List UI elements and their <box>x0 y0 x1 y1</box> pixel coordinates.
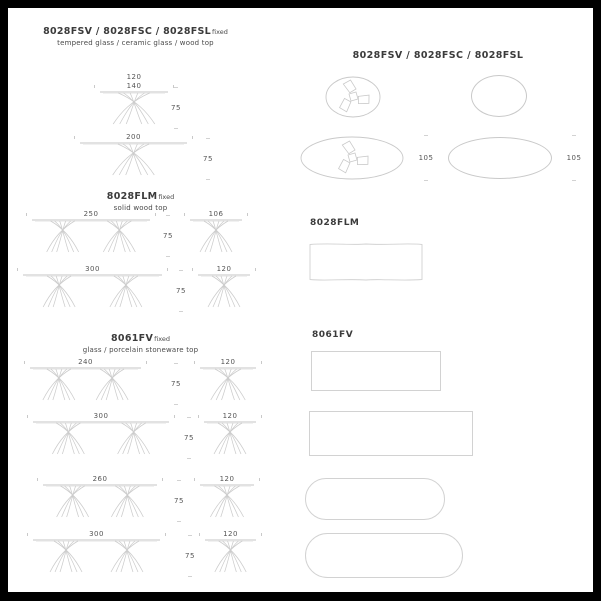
section-header-8061fv <box>33 326 248 354</box>
width-dimension: 300 <box>27 407 175 420</box>
width-dimension: 120 <box>198 407 262 420</box>
fixed-badge: fixed <box>158 193 175 201</box>
section-title: 8028FLMfixed <box>106 191 175 202</box>
height-dimension: 75 <box>181 417 197 459</box>
pedestal <box>115 486 143 517</box>
pedestal <box>115 541 143 572</box>
table-front-view <box>29 536 164 576</box>
width-dimension: 300 <box>17 260 168 273</box>
pedestal <box>215 541 242 572</box>
pedestal <box>215 369 245 400</box>
rect-top-view <box>311 351 441 391</box>
pedestal <box>114 276 142 307</box>
table-front-view <box>196 481 258 521</box>
table-front-view <box>26 364 145 404</box>
pedestal <box>43 369 71 400</box>
height-dimension: 75 <box>160 215 176 257</box>
width-dimension: 120 <box>192 260 256 273</box>
pedestal <box>50 541 78 572</box>
section-title: 8028FSV / 8028FSC / 8028FSLfixed <box>43 26 228 37</box>
pedestal <box>218 423 246 454</box>
diameter-dimension: 105 <box>566 135 582 181</box>
height-dimension: 75 <box>173 270 189 312</box>
table-front-view <box>28 216 154 256</box>
table-front-view <box>200 418 260 458</box>
pedestal <box>57 486 85 517</box>
pedestal <box>118 144 154 175</box>
fixed-badge: fixed <box>212 28 228 36</box>
pedestal <box>215 486 244 517</box>
section-subtitle: tempered glass / ceramic glass / wood top <box>57 39 214 47</box>
pedestal <box>43 276 71 307</box>
pedestal <box>211 369 241 400</box>
table-front-view <box>29 418 173 458</box>
pedestal <box>52 423 80 454</box>
diameter-dimension: 105 <box>418 135 434 181</box>
pedestal <box>113 144 149 175</box>
height-dimension: 75 <box>168 363 184 405</box>
pedestal <box>212 276 240 307</box>
stadium-top-view <box>305 478 445 520</box>
pedestal <box>111 486 139 517</box>
rect-top-view <box>309 411 473 456</box>
pedestal <box>96 369 124 400</box>
table-front-view <box>194 271 254 311</box>
pedestal <box>56 423 84 454</box>
spec-sheet <box>8 8 593 592</box>
width-dimension: 120 <box>194 470 260 483</box>
pedestal <box>47 369 75 400</box>
section-header-8028fs <box>28 19 243 47</box>
oval-top-view <box>299 135 405 181</box>
table-front-view <box>19 271 166 311</box>
width-dimension: 106 <box>184 205 248 218</box>
section-subtitle: solid wood top <box>113 204 168 212</box>
stadium-top-view <box>305 533 463 578</box>
width-dimension: 200 <box>74 128 193 141</box>
tabletop-outline <box>310 244 422 280</box>
pedestal <box>214 423 242 454</box>
pedestal <box>54 541 82 572</box>
height-dimension: 75 <box>168 87 184 129</box>
pedestal <box>100 369 128 400</box>
pedestal <box>204 221 232 252</box>
pedestal <box>51 221 79 252</box>
table-front-view <box>201 536 260 576</box>
pedestal <box>107 221 135 252</box>
round-top-view <box>324 75 382 119</box>
pedestal <box>113 93 149 124</box>
table-front-view <box>39 481 161 521</box>
pedestal <box>118 93 154 124</box>
width-dimension: 120 <box>194 353 262 366</box>
pedestal <box>110 276 138 307</box>
fixed-badge: fixed <box>154 335 170 343</box>
pedestal <box>47 221 75 252</box>
table-front-view <box>186 216 246 256</box>
width-dimension: 120 140 <box>94 68 174 90</box>
base-swirl-center <box>349 92 358 101</box>
section-title: 8061FVfixed <box>111 333 170 344</box>
oval-top-view <box>448 137 552 179</box>
label-8028flm: 8028FLM <box>310 218 360 228</box>
table-front-view <box>196 364 260 404</box>
oval-top-view <box>471 75 527 117</box>
right-column-title: 8028FSV / 8028FSC / 8028FSL <box>352 50 524 61</box>
wood-slab-top-view <box>309 242 423 282</box>
pedestal <box>111 541 139 572</box>
height-dimension: 75 <box>171 480 187 522</box>
pedestal <box>103 221 131 252</box>
pedestal <box>210 486 239 517</box>
base-swirl-center <box>348 153 357 162</box>
table-front-view <box>96 88 172 128</box>
pedestal <box>200 221 228 252</box>
pedestal <box>208 276 236 307</box>
width-dimension: 240 <box>24 353 147 366</box>
table-front-view <box>76 139 191 179</box>
pedestal <box>219 541 246 572</box>
height-dimension: 75 <box>200 138 216 180</box>
section-subtitle: glass / porcelain stoneware top <box>82 346 199 354</box>
pedestal <box>47 276 75 307</box>
label-8061fv: 8061FV <box>312 330 354 340</box>
height-dimension: 75 <box>182 535 198 577</box>
pedestal <box>61 486 89 517</box>
width-dimension: 120 <box>199 525 262 538</box>
pedestal <box>118 423 146 454</box>
width-dimension: 250 <box>26 205 156 218</box>
width-dimension: 260 <box>37 470 163 483</box>
pedestal <box>122 423 150 454</box>
width-dimension: 300 <box>27 525 166 538</box>
